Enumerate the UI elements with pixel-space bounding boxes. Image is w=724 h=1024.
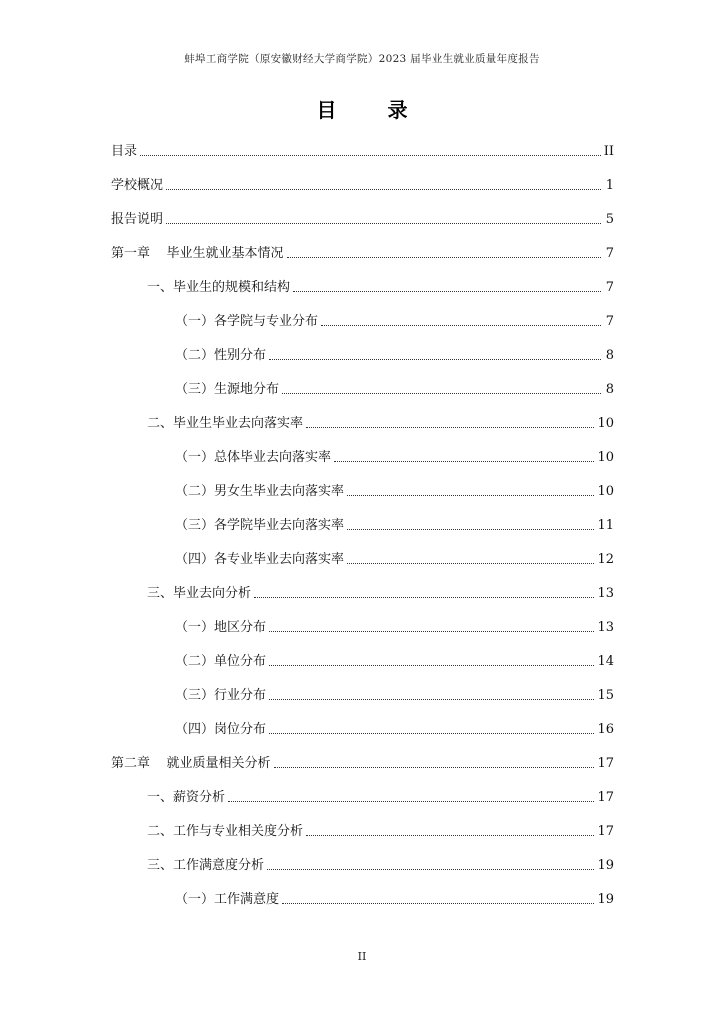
toc-entry[interactable] bbox=[175, 476, 614, 500]
toc-dot-leader bbox=[254, 597, 594, 598]
toc-entry-page: 8 bbox=[605, 348, 614, 363]
toc-dot-leader bbox=[166, 189, 601, 190]
toc-entry-label: 目录 bbox=[111, 144, 138, 159]
toc-dot-leader bbox=[334, 461, 594, 462]
toc-entry-page: 17 bbox=[597, 824, 614, 839]
toc-entry[interactable] bbox=[175, 306, 614, 330]
toc-dot-leader bbox=[287, 257, 601, 258]
toc-entry-page: 8 bbox=[605, 382, 614, 397]
toc-entry[interactable] bbox=[175, 714, 614, 738]
toc-entry-label: 三、工作满意度分析 bbox=[147, 858, 265, 873]
toc-entry[interactable] bbox=[175, 510, 614, 534]
toc-entry-label: （四）各专业毕业去向落实率 bbox=[175, 552, 345, 567]
toc-entry[interactable] bbox=[147, 782, 614, 806]
toc-entry-label: （一）工作满意度 bbox=[175, 892, 280, 907]
toc-dot-leader bbox=[274, 767, 595, 768]
toc-entry-page: 15 bbox=[597, 688, 614, 703]
toc-entry-page: 13 bbox=[597, 620, 614, 635]
toc-entry[interactable] bbox=[175, 680, 614, 704]
toc-entry[interactable] bbox=[111, 238, 614, 262]
toc-entry-label: （一）总体毕业去向落实率 bbox=[175, 450, 332, 465]
toc-entry-page: 10 bbox=[597, 450, 614, 465]
toc-entry-label: 一、薪资分析 bbox=[147, 790, 226, 805]
toc-entry[interactable] bbox=[147, 816, 614, 840]
toc-entry-page: 17 bbox=[597, 756, 614, 771]
toc-entry-page: 7 bbox=[605, 314, 614, 329]
toc-entry-label: （二）单位分布 bbox=[175, 654, 267, 669]
toc-entry-page: 17 bbox=[597, 790, 614, 805]
toc-dot-leader bbox=[347, 529, 594, 530]
toc-dot-leader bbox=[269, 631, 594, 632]
toc-entry-label: （二）男女生毕业去向落实率 bbox=[175, 484, 345, 499]
toc-entry[interactable] bbox=[147, 850, 614, 874]
toc-entry-label: 三、毕业去向分析 bbox=[147, 586, 252, 601]
toc-dot-leader bbox=[347, 495, 594, 496]
toc-entry-label: （二）性别分布 bbox=[175, 348, 267, 363]
toc-entry-label: （一）地区分布 bbox=[175, 620, 267, 635]
toc-entry-label: 学校概况 bbox=[111, 178, 164, 193]
toc-entry-page: 16 bbox=[597, 722, 614, 737]
toc-entry-page: 1 bbox=[605, 178, 614, 193]
toc-dot-leader bbox=[228, 801, 594, 802]
toc-dot-leader bbox=[267, 869, 594, 870]
toc-entry-page: 10 bbox=[597, 416, 614, 431]
toc-entry-page: 12 bbox=[597, 552, 614, 567]
toc-entry-page: 11 bbox=[597, 518, 614, 533]
toc-entry-label: （三）行业分布 bbox=[175, 688, 267, 703]
toc-dot-leader bbox=[282, 393, 601, 394]
toc-entry[interactable] bbox=[175, 442, 614, 466]
toc-dot-leader bbox=[306, 835, 594, 836]
toc-entry-label: 第一章 毕业生就业基本情况 bbox=[111, 246, 284, 261]
toc-entry-page: II bbox=[603, 144, 614, 159]
toc-entry-label: （三）各学院毕业去向落实率 bbox=[175, 518, 345, 533]
toc-entry-label: （四）岗位分布 bbox=[175, 722, 267, 737]
toc-entry[interactable] bbox=[175, 340, 614, 364]
toc-entry[interactable] bbox=[147, 408, 614, 432]
toc-entry[interactable] bbox=[111, 170, 614, 194]
toc-entry-label: （三）生源地分布 bbox=[175, 382, 280, 397]
toc-entry-label: 第二章 就业质量相关分析 bbox=[111, 756, 271, 771]
toc-entry-page: 19 bbox=[597, 858, 614, 873]
toc-dot-leader bbox=[347, 563, 594, 564]
toc-entry-label: 二、毕业生毕业去向落实率 bbox=[147, 416, 304, 431]
toc-dot-leader bbox=[282, 903, 594, 904]
toc-entry-label: （一）各学院与专业分布 bbox=[175, 314, 319, 329]
toc-dot-leader bbox=[269, 359, 601, 360]
toc-entry[interactable] bbox=[111, 136, 614, 160]
toc-entry[interactable] bbox=[175, 544, 614, 568]
toc-entry-page: 7 bbox=[605, 280, 614, 295]
running-header: 蚌埠工商学院（原安徽财经大学商学院）2023 届毕业生就业质量年度报告 bbox=[184, 53, 540, 65]
toc-entry[interactable] bbox=[175, 646, 614, 670]
toc-entry-label: 二、工作与专业相关度分析 bbox=[147, 824, 304, 839]
toc-entry[interactable] bbox=[175, 374, 614, 398]
page-number: II bbox=[357, 950, 367, 963]
toc-entry-page: 7 bbox=[605, 246, 614, 261]
toc-dot-leader bbox=[269, 699, 594, 700]
toc-entry[interactable] bbox=[111, 204, 614, 228]
toc-entry[interactable] bbox=[175, 884, 614, 908]
toc-entry-page: 19 bbox=[597, 892, 614, 907]
toc-title: 目 录 bbox=[316, 98, 430, 122]
toc-entry-page: 10 bbox=[597, 484, 614, 499]
toc-dot-leader bbox=[269, 733, 594, 734]
toc-dot-leader bbox=[269, 665, 594, 666]
toc-dot-leader bbox=[293, 291, 601, 292]
toc-entry[interactable] bbox=[147, 578, 614, 602]
toc-dot-leader bbox=[140, 155, 601, 156]
toc-entry-label: 报告说明 bbox=[111, 212, 164, 227]
toc-entry-page: 14 bbox=[597, 654, 614, 669]
toc-dot-leader bbox=[306, 427, 594, 428]
toc-entry-page: 13 bbox=[597, 586, 614, 601]
toc-dot-leader bbox=[321, 325, 601, 326]
toc-dot-leader bbox=[166, 223, 601, 224]
toc-entry-label: 一、毕业生的规模和结构 bbox=[147, 280, 291, 295]
toc-entry[interactable] bbox=[147, 272, 614, 296]
toc-entry[interactable] bbox=[175, 612, 614, 636]
toc-entry-page: 5 bbox=[605, 212, 614, 227]
toc-entry[interactable] bbox=[111, 748, 614, 772]
